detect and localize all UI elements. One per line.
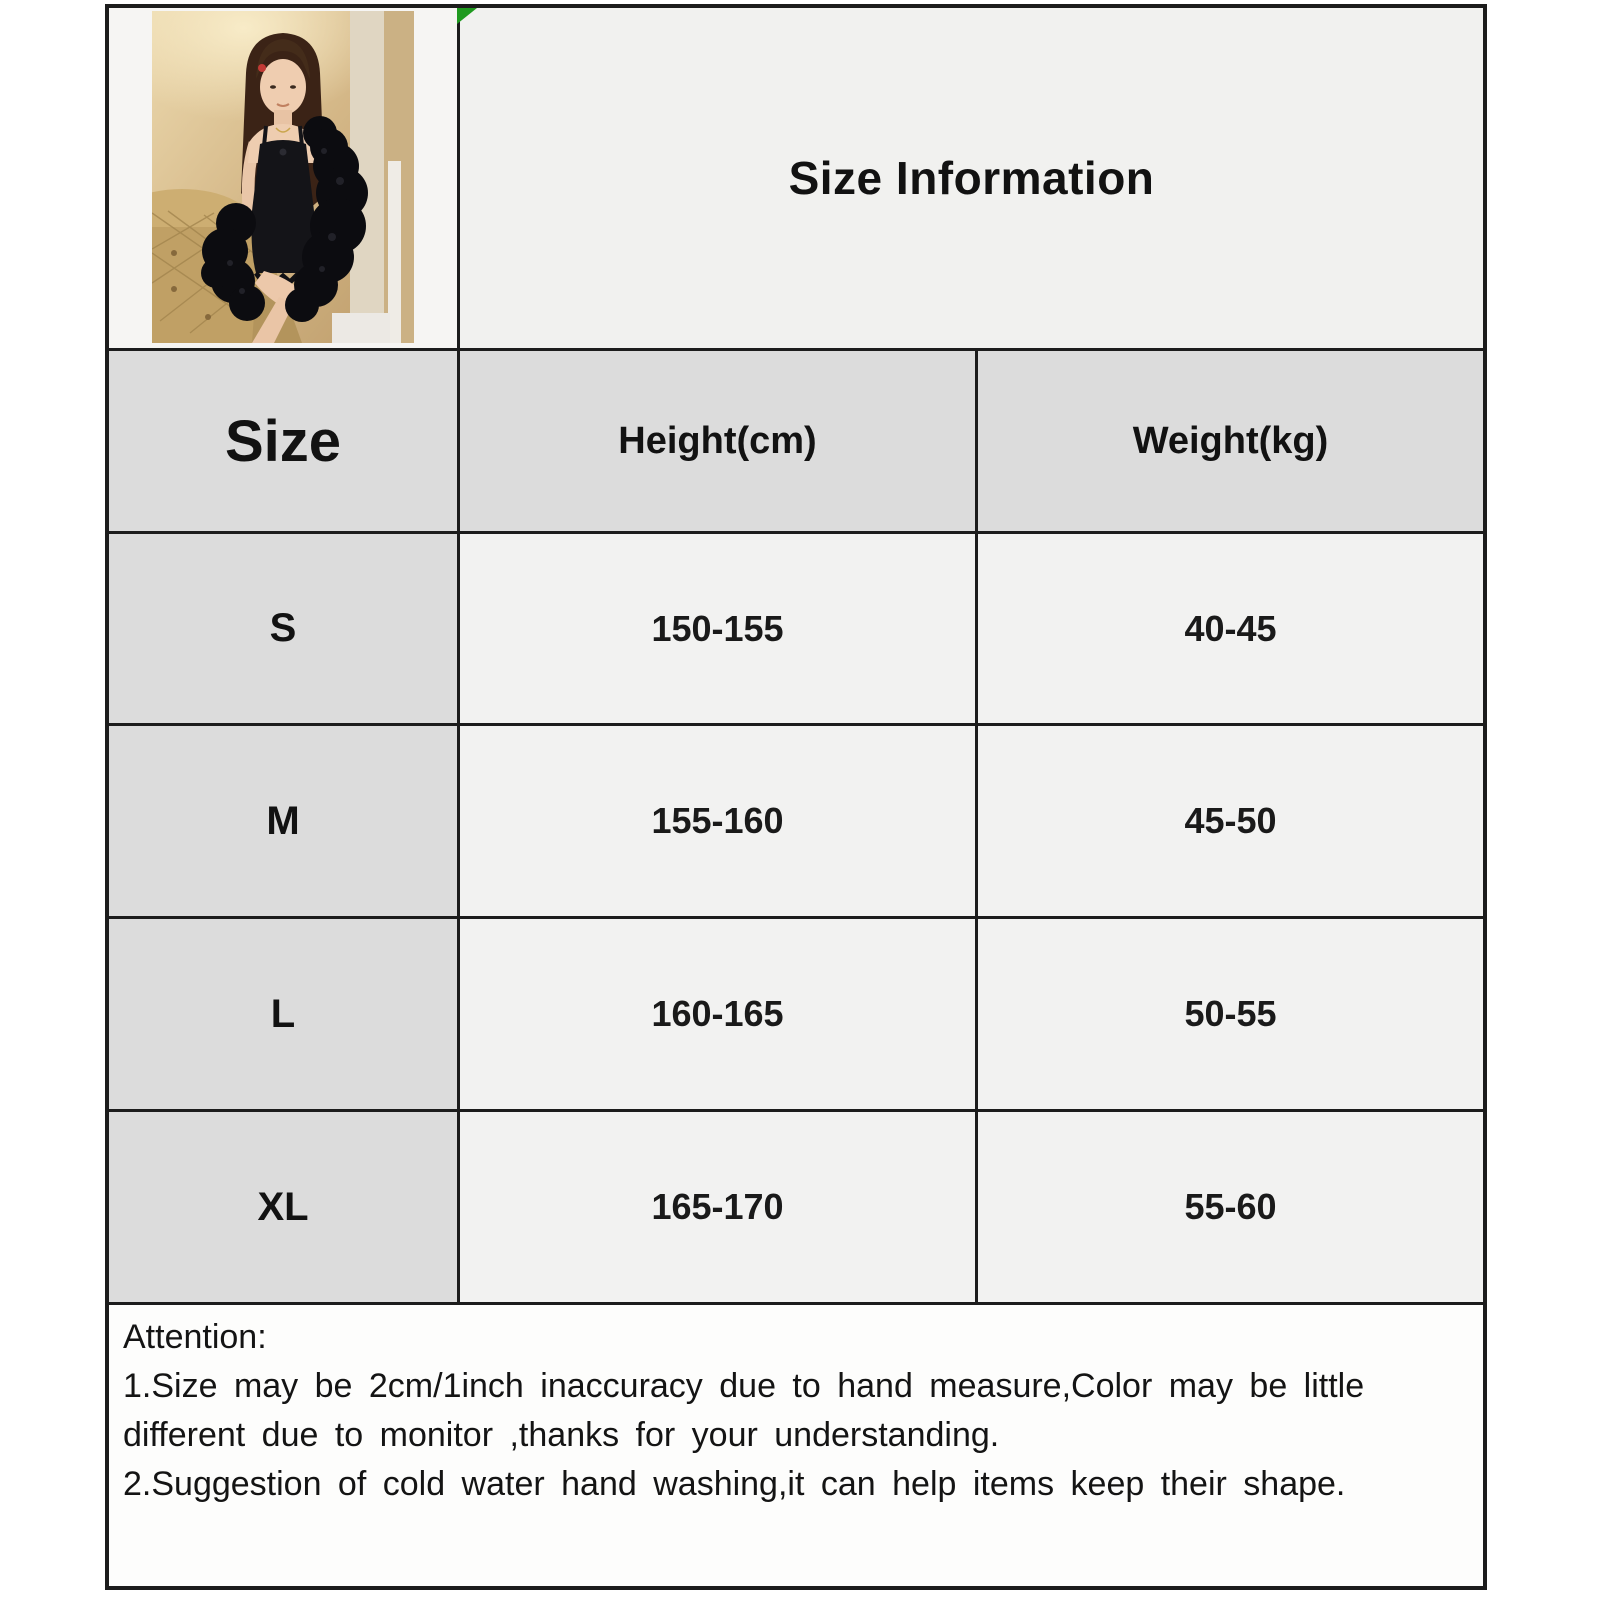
row-xl-weight-value: 55-60: [978, 1112, 1483, 1302]
row-xl-size-label: XL: [109, 1112, 457, 1302]
row-s-size-label: S: [109, 534, 457, 723]
row-m-size-label: M: [109, 726, 457, 916]
attention-line-2: different due to monitor ,thanks for your understanding.: [123, 1416, 1000, 1454]
row-l-weight-value: 50-55: [978, 919, 1483, 1109]
row-s-height-value: 150-155: [460, 534, 975, 723]
row-s-weight-value: 40-45: [978, 534, 1483, 723]
size-information-table: [105, 4, 1487, 1590]
attention-heading: Attention:: [123, 1318, 267, 1356]
row-m-height-value: 155-160: [460, 726, 975, 916]
row-m-weight-value: 45-50: [978, 726, 1483, 916]
attention-line-3: 2.Suggestion of cold water hand washing,it can help items keep their shape.: [123, 1465, 1346, 1503]
column-header-size: Size: [109, 351, 457, 531]
row-l-height-value: 160-165: [460, 919, 975, 1109]
table-title-cell: [460, 8, 1483, 348]
column-header-height: Height(cm): [460, 351, 975, 531]
attention-line-1: 1.Size may be 2cm/1inch inaccuracy due to hand measure,Color may be little: [123, 1367, 1365, 1405]
attention-note: [109, 1305, 1483, 1586]
product-photo-cell: [109, 8, 457, 348]
model-photo: [152, 11, 414, 343]
side-table: [332, 313, 390, 343]
corner-flag-icon: [457, 8, 477, 24]
column-header-weight: Weight(kg): [978, 351, 1483, 531]
page-title: Size Information: [788, 152, 1155, 204]
row-l-size-label: L: [109, 919, 457, 1109]
row-xl-height-value: 165-170: [460, 1112, 975, 1302]
